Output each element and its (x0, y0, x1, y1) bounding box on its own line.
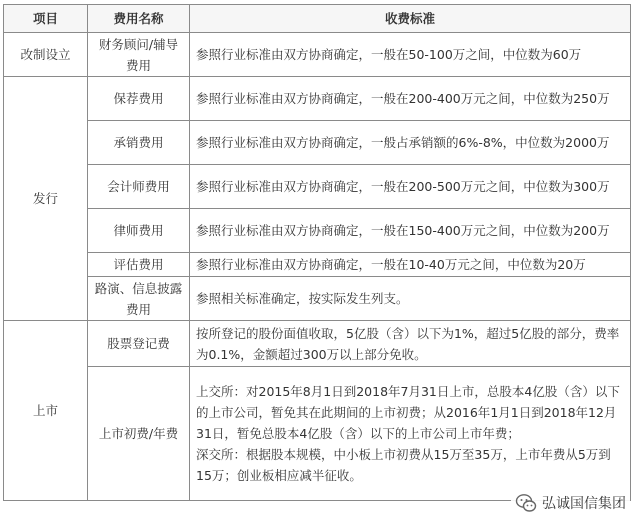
fee-standard-cell: 按所登记的股份面值收取，5亿股（含）以下为1%，超过5亿股的部分，费率为0.1%，金额超过300万以上部分免收。 (190, 321, 631, 367)
table-row (4, 121, 631, 165)
fee-table (3, 4, 631, 501)
fee-standard-cell: 参照相关标准确定，按实际发生列支。 (190, 277, 631, 321)
fee-name-cell: 评估费用 (88, 253, 190, 277)
header-project: 项目 (4, 5, 88, 33)
fee-standard-cell (190, 367, 631, 501)
fee-name-cell: 财务顾问/辅导费用 (88, 33, 190, 77)
table-row (4, 253, 631, 277)
fee-standard-cell: 参照行业标准由双方协商确定，一般在150-400万元之间，中位数为200万 (190, 209, 631, 253)
fee-name-cell: 承销费用 (88, 121, 190, 165)
header-fee-name: 费用名称 (88, 5, 190, 33)
fee-name-cell: 保荐费用 (88, 77, 190, 121)
fee-standard-cell: 参照行业标准由双方协商确定，一般在10-40万元之间，中位数为20万 (190, 253, 631, 277)
table-row (4, 367, 631, 501)
table-row (4, 165, 631, 209)
wechat-icon (515, 492, 537, 514)
fee-name-cell: 律师费用 (88, 209, 190, 253)
table-header-row (4, 5, 631, 33)
watermark-text: 弘诚国信集团 (542, 496, 626, 512)
table-row (4, 277, 631, 321)
fee-name-cell: 会计师费用 (88, 165, 190, 209)
table-row (4, 33, 631, 77)
fee-name-cell: 上市初费/年费 (88, 367, 190, 501)
fee-standard-cell: 参照行业标准由双方协商确定，一般在200-400万元之间，中位数为250万 (190, 77, 631, 121)
table-row (4, 209, 631, 253)
fee-standard-cell: 参照行业标准由双方协商确定，一般在50-100万之间，中位数为60万 (190, 33, 631, 77)
fee-standard-paragraph: 上交所：对2015年8月1日到2018年7月31日上市，总股本4亿股（含）以下的上市公司，暂免其在此期间的上市初费；从2016年1月1日到2018年12月31日，暂免总股本4亿股（含）以下的上市公司上市年费； (196, 384, 620, 441)
header-fee-standard: 收费标准 (190, 5, 631, 33)
fee-name-cell: 路演、信息披露费用 (88, 277, 190, 321)
watermark (511, 491, 630, 515)
fee-standard-cell: 参照行业标准由双方协商确定，一般在200-500万元之间，中位数为300万 (190, 165, 631, 209)
category-cell: 改制设立 (4, 33, 88, 77)
fee-standard-paragraph: 深交所：根据股本规模，中小板上市初费从15万至35万，上市年费从5万到15万；创业板相应减半征收。 (196, 447, 611, 483)
table-row (4, 321, 631, 367)
fee-name-cell: 股票登记费 (88, 321, 190, 367)
category-cell: 发行 (4, 77, 88, 321)
fee-standard-cell: 参照行业标准由双方协商确定，一般占承销额的6%-8%，中位数为2000万 (190, 121, 631, 165)
table-row (4, 77, 631, 121)
category-cell: 上市 (4, 321, 88, 501)
